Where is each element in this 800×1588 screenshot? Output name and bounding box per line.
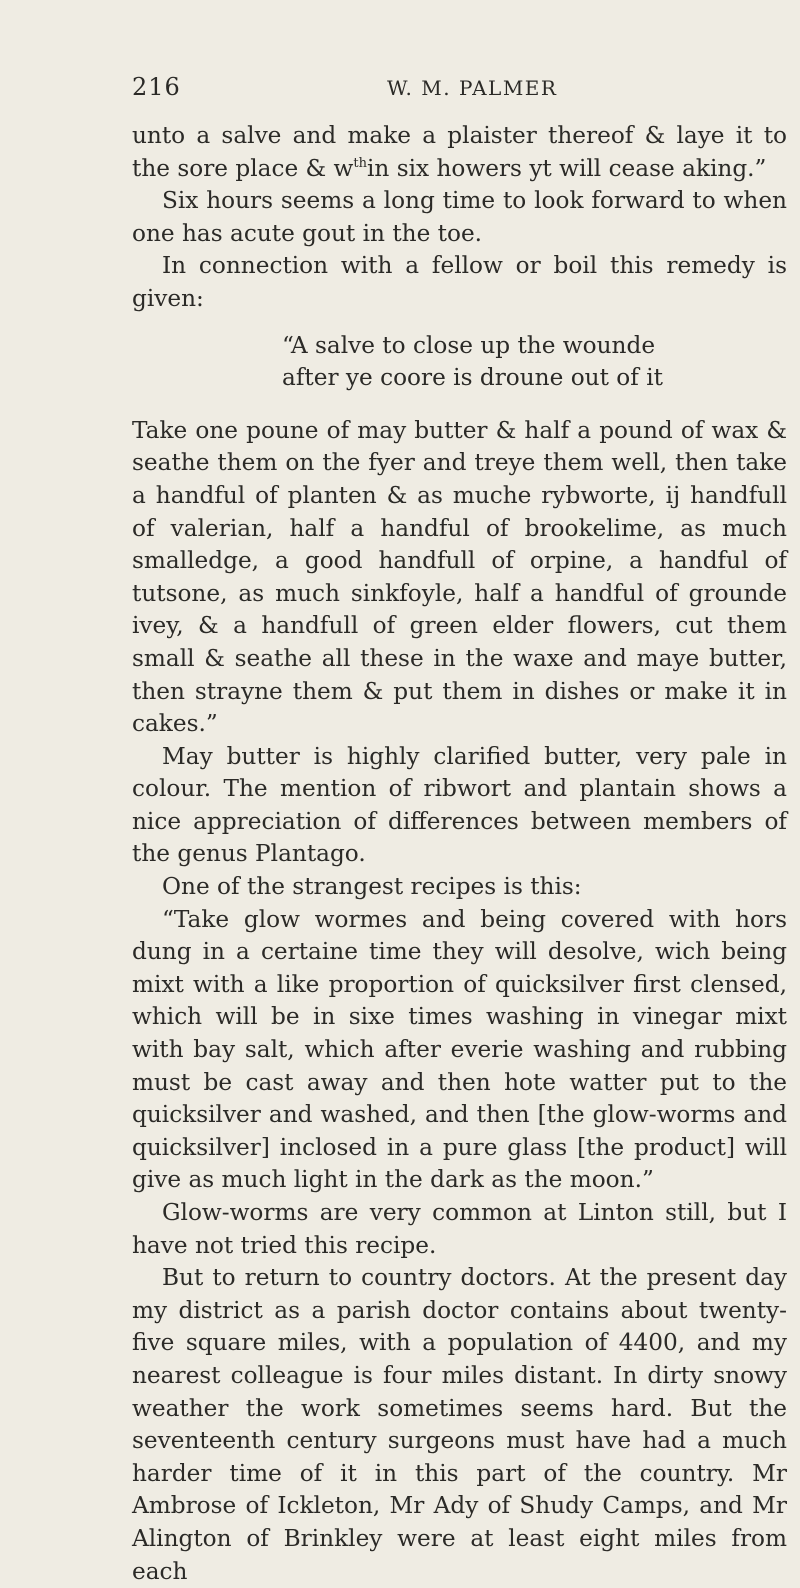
page-number: 216 — [132, 73, 181, 101]
quoted-recipe-title — [132, 330, 787, 395]
body-text — [132, 120, 787, 1588]
paragraph-3: In connection with a fellow or boil this remedy is given: — [132, 252, 787, 312]
paragraph-6: One of the strangest recipes is this: — [162, 873, 582, 901]
paragraph-7: “Take glow wormes and being covered with hors dung in a certaine time they will desolve, wich being mixt with a like proportion of quicksilver first clensed, which will be in sixe times washing in vinegar mixt with bay salt, which after everie washing and rubbing must be cast away and then hote watter put to the quicksilver and washed, and then [the glow-worms and quicksilver] inclosed in a pure glass [the product] will give as much light in the dark as the moon.” — [132, 905, 787, 1194]
running-head: W. M. PALMER — [387, 76, 558, 100]
paragraph-1-text: unto a salve and make a plaister thereof & laye it to the sore place & w — [132, 122, 787, 182]
paragraph-5: May butter is highly clarified butter, very pale in colour. The mention of ribwort and plantain shows a nice appreciation of differences between members of the genus Plantago. — [132, 742, 787, 868]
paragraph-4: Take one poune of may butter & half a pound of wax & seathe them on the fyer and treye them well, then take a handful of planten & as muche rybworte, ij handfull of valerian, half a handful of brookelime, as much smalledge, a good handfull of orpine, a handful of tutsone, as much sinkfoyle, half a handful of grounde ivey, & a handfull of green elder flowers, cut them small & seathe all these in the waxe and maye butter, then strayne them & put them in dishes or make it in cakes.” — [132, 416, 787, 738]
paragraph-8: Glow-worms are very common at Linton still, but I have not tried this recipe. — [132, 1199, 787, 1259]
paragraph-9: But to return to country doctors. At the present day my district as a parish doctor contains about twenty-five square miles, with a population of 4400, and my nearest colleague is four miles distant. In dirty snowy weather the work sometimes seems hard. But the seventeenth century surgeons must have had a much harder time of it in this part of the country. Mr Ambrose of Ickleton, Mr Ady of Shudy Camps, and Mr Alington of Brinkley were at least eight miles from each — [132, 1264, 787, 1585]
quoted-recipe-title-line-1: “A salve to close up the wounde — [282, 331, 656, 359]
paragraph-2: Six hours seems a long time to look forward to when one has acute gout in the toe. — [132, 187, 787, 247]
page-header — [132, 73, 672, 109]
superscript-th: th — [353, 155, 368, 171]
quoted-recipe-title-line-2: after ye coore is droune out of it — [282, 364, 663, 392]
paragraph-1-end: in six howers yt will cease aking.” — [367, 154, 767, 182]
paragraph-1 — [132, 120, 787, 185]
